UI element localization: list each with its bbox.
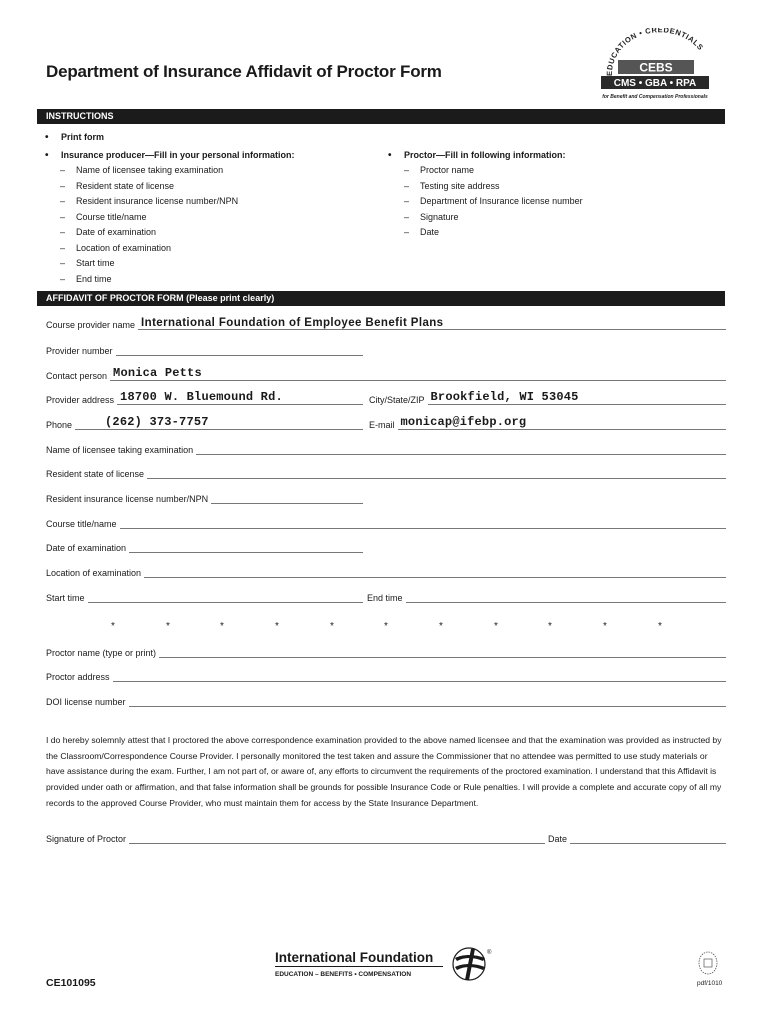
producer-item: – Name of licensee taking examination [76, 165, 223, 175]
provider-number-label: Provider number [46, 346, 113, 356]
separator-star: * [603, 621, 607, 632]
date-field[interactable] [548, 830, 726, 844]
logo-sub: CMS • GBA • RPA [613, 78, 697, 89]
contact-person-value[interactable]: Monica Petts [113, 366, 202, 380]
provider-address-value[interactable]: 18700 W. Bluemound Rd. [120, 390, 283, 404]
cebs-logo [600, 28, 715, 108]
contact-person-label: Contact person [46, 371, 108, 381]
end-time-field[interactable] [367, 589, 726, 603]
phone-label: Phone [46, 420, 73, 430]
date-label: Date [548, 834, 568, 844]
producer-item: – Resident state of license [76, 181, 174, 191]
end-time-label: End time [367, 593, 403, 603]
doi-license-label: DOI license number [46, 697, 126, 707]
licensee-name-label: Name of licensee taking examination [46, 445, 194, 455]
resident-state-field[interactable] [46, 465, 726, 479]
provider-number-field[interactable] [46, 342, 363, 356]
phone-field[interactable] [46, 416, 363, 430]
producer-item: – End time [76, 274, 112, 284]
license-number-label: Resident insurance license number/NPN [46, 494, 209, 504]
licensee-name-field[interactable] [46, 441, 726, 455]
producer-heading: • Insurance producer—Fill in your personal information: [61, 150, 295, 160]
separator-star: * [384, 621, 388, 632]
city-state-zip-value[interactable]: Brookfield, WI 53045 [430, 390, 579, 404]
page-title: Department of Insurance Affidavit of Proctor Form [46, 62, 442, 81]
separator-star: * [658, 621, 662, 632]
exam-location-field[interactable] [46, 564, 726, 578]
separator-star: * [275, 621, 279, 632]
course-provider-name-label: Course provider name [46, 320, 136, 330]
form-code: CE101095 [46, 977, 96, 989]
logo-tagline: for Benefit and Compensation Professionals [602, 94, 708, 100]
logo-main: CEBS [639, 60, 673, 75]
exam-date-label: Date of examination [46, 543, 127, 553]
recycle-seal-icon [697, 951, 719, 982]
producer-item: – Date of examination [76, 227, 156, 237]
signature-field[interactable] [46, 830, 545, 844]
proctor-item: – Department of Insurance license number [420, 196, 583, 206]
course-provider-name-field[interactable] [46, 316, 726, 330]
provider-address-label: Provider address [46, 395, 115, 405]
international-foundation-logo [275, 945, 495, 985]
if-emblem-icon [453, 948, 485, 980]
instruction-print-form: • Print form [61, 132, 104, 142]
signature-label: Signature of Proctor [46, 834, 127, 844]
doi-license-field[interactable] [46, 693, 726, 707]
separator-star: * [439, 621, 443, 632]
logo-arc-text: EDUCATION • CREDENTIALS [604, 28, 706, 77]
proctor-item: – Proctor name [420, 165, 474, 175]
license-number-field[interactable] [46, 490, 363, 504]
proctor-item: – Testing site address [420, 181, 500, 191]
email-field[interactable] [369, 416, 726, 430]
exam-location-label: Location of examination [46, 568, 142, 578]
producer-item: – Start time [76, 258, 115, 268]
proctor-address-label: Proctor address [46, 672, 110, 682]
separator-star: * [220, 621, 224, 632]
provider-address-field[interactable] [46, 391, 363, 405]
instructions-heading: INSTRUCTIONS [37, 109, 725, 124]
affidavit-heading: AFFIDAVIT OF PROCTOR FORM (Please print clearly) [37, 291, 725, 306]
city-state-zip-field[interactable] [369, 391, 726, 405]
exam-date-field[interactable] [46, 539, 363, 553]
producer-item: – Location of examination [76, 243, 171, 253]
proctor-address-field[interactable] [46, 668, 726, 682]
email-label: E-mail [369, 420, 395, 430]
attestation-text: I do hereby solemnly attest that I proctored the above correspondence examination provided to the above named licensee and that the examination was provided as instructed by the Classroom/Correspondence Course Provider. I personally monitored the test taken and assure the Commissioner that no attendee was permitted to use study materials or have assistance during the exam. Further, I am not part of, or aware of, any efforts to circumvent the requirements of the proctored examination. I understand that this Affidavit is provided under oath or affirmation, and that false information shall be grounds for possible Insurance Code or Rule penalties. I will provide a complete and accurate copy of all my records to the approved Course Provider, who must maintain them for access by the State Insurance Department. [46, 735, 722, 808]
svg-text:®: ® [487, 950, 492, 956]
start-time-field[interactable] [46, 589, 363, 603]
email-value[interactable]: monicap@ifebp.org [400, 415, 527, 429]
producer-item: – Resident insurance license number/NPN [76, 196, 238, 206]
producer-item: – Course title/name [76, 212, 147, 222]
resident-state-label: Resident state of license [46, 469, 145, 479]
start-time-label: Start time [46, 593, 85, 603]
separator-star: * [494, 621, 498, 632]
print-code: pdf/1010 [697, 980, 723, 987]
course-title-label: Course title/name [46, 519, 117, 529]
contact-person-field[interactable] [46, 367, 726, 381]
org-tagline: EDUCATION – BENEFITS • COMPENSATION [275, 971, 412, 978]
proctor-item: – Date [420, 227, 439, 237]
city-state-zip-label: City/State/ZIP [369, 395, 425, 405]
separator-star: * [548, 621, 552, 632]
course-provider-name-value[interactable]: International Foundation of Employee Benefit Plans [141, 317, 444, 329]
proctor-item: – Signature [420, 212, 459, 222]
phone-value[interactable]: (262) 373-7757 [105, 415, 209, 429]
separator-star: * [166, 621, 170, 632]
separator-star: * [330, 621, 334, 632]
proctor-name-label: Proctor name (type or print) [46, 648, 157, 658]
proctor-name-field[interactable] [46, 644, 726, 658]
org-name: International Foundation [275, 950, 434, 965]
proctor-heading: • Proctor—Fill in following information: [404, 150, 566, 160]
course-title-field[interactable] [46, 515, 726, 529]
separator-star: * [111, 621, 115, 632]
